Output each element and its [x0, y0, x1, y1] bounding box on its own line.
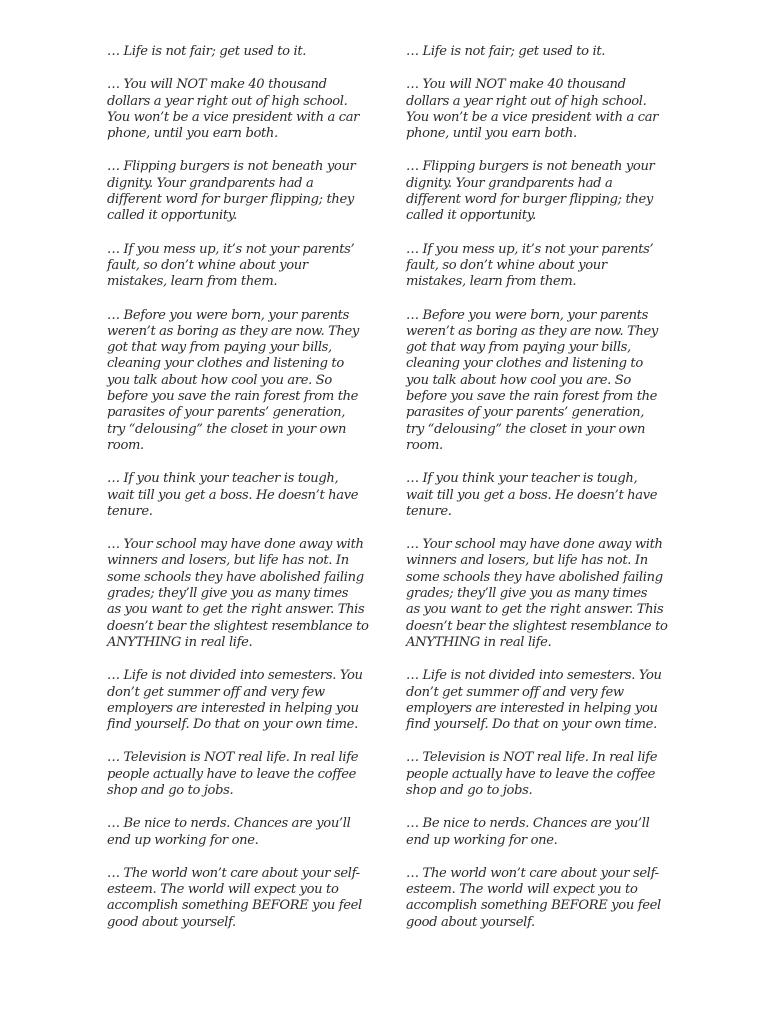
rule-text: … You will NOT make 40 thousand dollars a year right out of high school. You won’t be a vice president with a car phone, until you earn both. — [406, 77, 659, 142]
rule-text: … Before you were born, your parents weren’t as boring as they are now. They got that way from paying your bills, cleaning your clothes and listening to you talk about how cool you are. So before you save the rain forest from the parasites of your parents’ generation, try “delousing” the closet in your own room. — [107, 307, 359, 453]
rule-text: … Flipping burgers is not beneath your dignity. Your grandparents had a different word for burger flipping; they called it opportunity. — [406, 159, 655, 224]
rule-text: … If you think your teacher is tough, wait till you get a boss. He doesn’t have tenure. — [406, 471, 658, 519]
rule-text: … If you mess up, it’s not your parents’ fault, so don’t whine about your mistakes, learn from them. — [406, 241, 654, 290]
rule-text: … If you mess up, it’s not your parents’ fault, so don’t whine about your mistakes, learn from them. — [107, 241, 355, 290]
rule-text: … Your school may have done away with winners and losers, but life has not. In some schools they have abolished failing grades; they’ll give you as many times as you want to get the right answer. This doesn’t bear the slightest resemblance to ANYTHING in real life. — [406, 537, 668, 650]
rule-text: … Before you were born, your parents weren’t as boring as they are now. They got that way from paying your bills, cleaning your clothes and listening to you talk about how cool you are. So before you save the rain forest from the parasites of your parents’ generation, try “delousing” the closet in your own room. — [406, 307, 658, 453]
rule-text: … Your school may have done away with winners and losers, but life has not. In some schools they have abolished failing grades; they’ll give you as many times as you want to get the right answer. This doesn’t bear the slightest resemblance to ANYTHING in real life. — [107, 537, 369, 650]
rule-text: … Be nice to nerds. Chances are you’ll end up working for one. — [406, 816, 650, 848]
rule-text: … If you think your teacher is tough, wait till you get a boss. He doesn’t have tenure. — [107, 471, 359, 519]
left-column — [107, 44, 369, 948]
rule-text: … You will NOT make 40 thousand dollars a year right out of high school. You won’t be a vice president with a car phone, until you earn both. — [107, 77, 360, 142]
rule-text: … The world won’t care about your self- esteem. The world will expect you to accomplish something BEFORE you feel good about yourself. — [406, 865, 661, 930]
rule-text: … Television is NOT real life. In real life people actually have to leave the coffee shop and go to jobs. — [406, 750, 658, 798]
rule-text: … Be nice to nerds. Chances are you’ll end up working for one. — [107, 816, 351, 848]
rule-text: … Life is not divided into semesters. You don’t get summer off and very few employers are interested in helping you find yourself. Do that on your own time. — [107, 668, 363, 733]
rule-text: … Flipping burgers is not beneath your dignity. Your grandparents had a different word for burger flipping; they called it opportunity. — [107, 159, 356, 224]
rule-text: … Life is not fair; get used to it. — [107, 44, 307, 59]
rule-text: … Television is NOT real life. In real life people actually have to leave the coffee shop and go to jobs. — [107, 750, 359, 798]
rule-text: … Life is not divided into semesters. You don’t get summer off and very few employers are interested in helping you find yourself. Do that on your own time. — [406, 668, 662, 733]
rule-text: … Life is not fair; get used to it. — [406, 44, 606, 59]
right-column — [406, 44, 668, 948]
rule-text: … The world won’t care about your self- esteem. The world will expect you to accomplish something BEFORE you feel good about yourself. — [107, 865, 362, 930]
